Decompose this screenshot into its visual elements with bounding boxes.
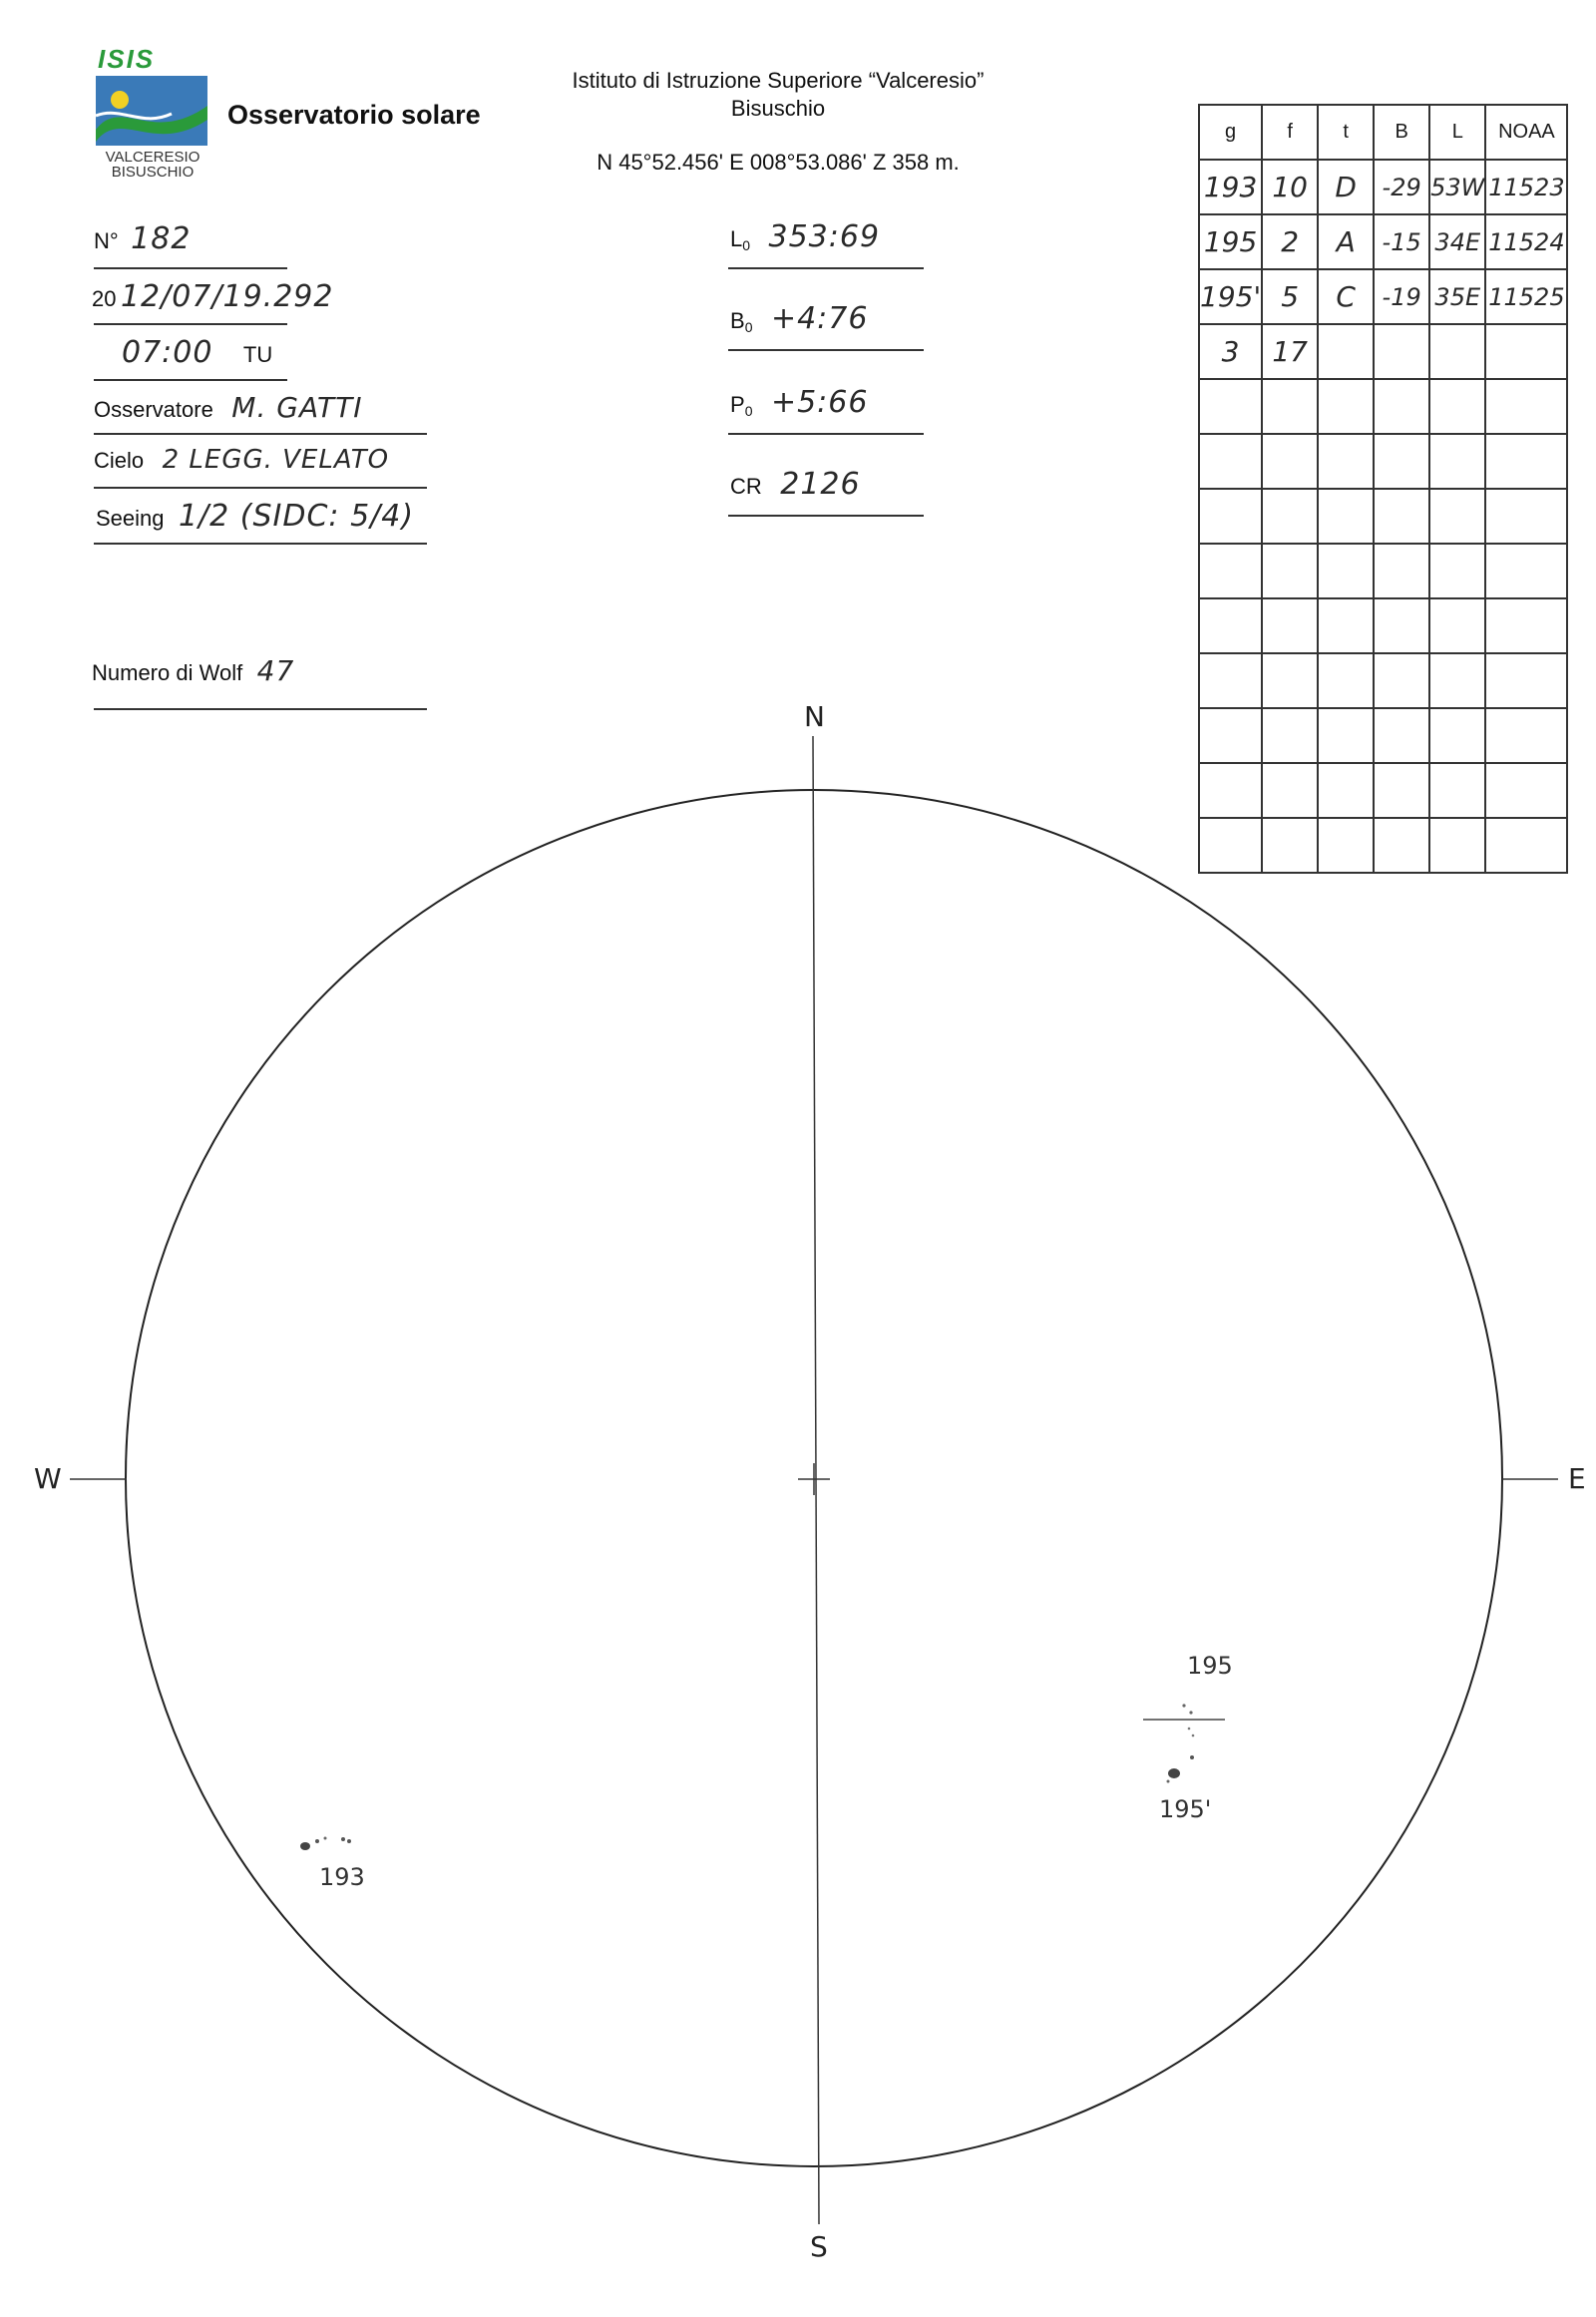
logo-text: ISIS [98,44,156,74]
group-label-195: 195 [1187,1652,1233,1680]
seeing-label: Seeing [96,506,165,531]
table-header-cell: g [1199,105,1262,160]
table-header-cell: NOAA [1485,105,1567,160]
spot [1190,1755,1194,1759]
group-label-195p: 195' [1159,1795,1212,1823]
south-label: S [810,2230,828,2263]
spot [1192,1735,1195,1738]
east-label: E [1568,1462,1586,1495]
l0-label: L [730,226,743,251]
table-header-cell: B [1374,105,1429,160]
page-title: Osservatorio solare [227,100,481,130]
logo-caption-line2: BISUSCHIO [111,164,195,181]
b0-sub: 0 [744,319,753,336]
p0-sub: 0 [744,403,753,420]
logo-caption-line1: VALCERESIO [105,149,200,166]
b0-value: +4:76 [770,301,869,336]
group-label-193: 193 [319,1863,365,1891]
table-cell: 193 [1199,160,1262,214]
spot [300,1842,310,1850]
cr-value: 2126 [780,467,861,502]
table-cell: 2 [1262,214,1318,269]
observatory-coords: N 45°52.456' E 008°53.086' Z 358 m. [597,150,960,175]
table-cell: A [1318,214,1374,269]
spot [1168,1768,1180,1778]
table-cell: -29 [1374,160,1429,214]
wolf-label: Numero di Wolf [92,660,243,685]
spot [1189,1711,1192,1714]
table-cell: 3 [1199,324,1262,379]
sky-label: Cielo [94,448,145,473]
number-label: N° [94,228,119,253]
table-cell: 5 [1262,269,1318,324]
institute-name: Istituto di Istruzione Superiore “Valceresio” [572,68,985,93]
spot [341,1837,345,1841]
date-value: 12/07/19.292 [120,279,334,314]
table-cell: 195' [1199,269,1262,324]
table-cell: -15 [1374,214,1429,269]
spot [1188,1728,1191,1731]
time-value: 07:00 [122,335,213,370]
time-unit: TU [242,342,273,367]
wolf-value: 47 [256,654,295,687]
seeing-value: 1/2 (SIDC: 5/4) [178,499,415,534]
north-label: N [804,700,825,733]
spot [324,1837,327,1840]
observer-value: M. GATTI [231,391,363,424]
table-header-cell: f [1262,105,1318,160]
group-195-spots [1143,1704,1225,1737]
west-label: W [34,1462,62,1495]
l0-sub: 0 [742,237,751,254]
l0-value: 353:69 [768,219,881,254]
table-cell: D [1318,160,1374,214]
institute-town: Bisuschio [730,96,826,121]
number-value: 182 [131,221,192,256]
cr-label: CR [730,474,762,499]
table-cell: -19 [1374,269,1429,324]
table-cell: 11525 [1485,269,1567,324]
spot [1182,1704,1185,1707]
p0-value: +5:66 [770,385,869,420]
table-header-cell: L [1429,105,1485,160]
group-193-spots [300,1837,351,1851]
spot [347,1839,351,1843]
table-cell: 35E [1429,269,1485,324]
p0-label: P [730,392,745,417]
table-header-cell: t [1318,105,1374,160]
spot [1167,1780,1170,1783]
group-195p-spots [1167,1755,1195,1783]
table-cell: 34E [1429,214,1485,269]
table-cell: 17 [1262,324,1318,379]
date-prefix: 20 [92,286,117,311]
table-cell: 11523 [1485,160,1567,214]
table-cell: 10 [1262,160,1318,214]
sky-value: 2 LEGG. VELATO [162,445,390,475]
table-cell: C [1318,269,1374,324]
spot [315,1839,319,1843]
b0-label: B [730,308,745,333]
observer-label: Osservatore [94,397,213,422]
table-cell: 11524 [1485,214,1567,269]
table-cell: 53W [1429,160,1485,214]
table-cell: 195 [1199,214,1262,269]
